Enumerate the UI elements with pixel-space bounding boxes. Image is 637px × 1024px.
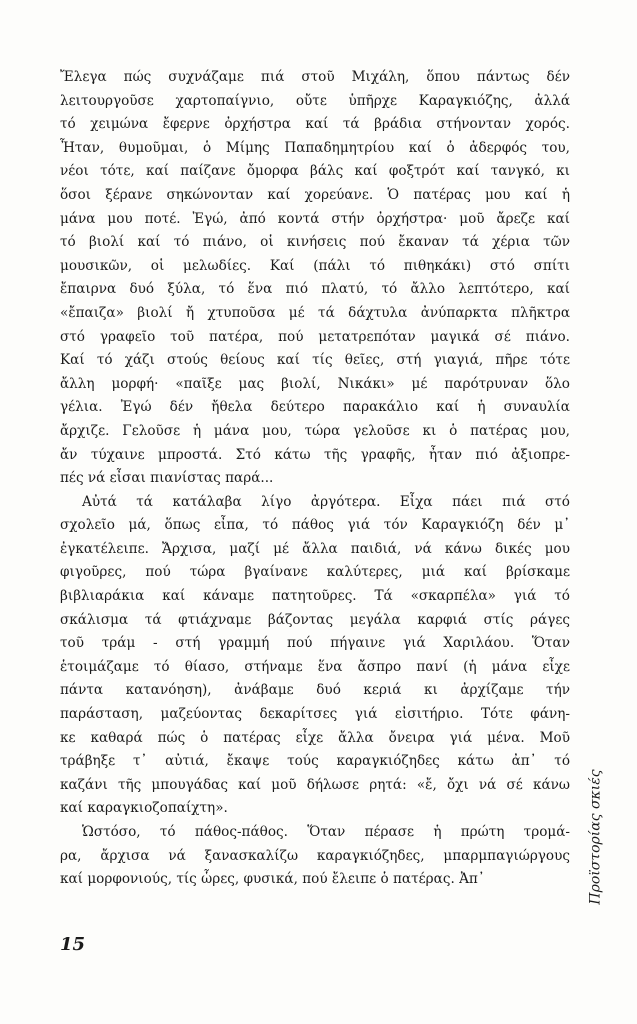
text-line: Ἔλεγα πώς συχνάζαμε πιά στοῦ Μιχάλη, ὅπου πάντως δέν: [60, 69, 570, 85]
text-line: Ὡστόσο, τό πάθος-πάθος. Ὅταν πέρασε ἡ πρώτη τρομά-: [82, 824, 570, 840]
text-line: μουσικῶν, οἱ μελωδίες. Καί (πάλι τό πιθηκάκι) στό σπίτι: [60, 257, 570, 274]
text-line: «ἔπαιζα» βιολί ἤ χτυποῦσα μέ τά δάχτυλα ἀνύπαρκτα πλῆκτρα: [60, 304, 570, 321]
text-line: ἐγκατέλειπε. Ἄρχισα, μαζί μέ ἄλλα παιδιά, νά κάνω δικές μου: [60, 540, 570, 557]
text-line: σκάλισμα τά φτιάχναμε βάζοντας μεγάλα καρφιά στίς ράγες: [60, 611, 570, 628]
page-number: 15: [60, 934, 86, 955]
text-line: στό γραφεῖο τοῦ πατέρα, πού μετατρεπόταν μαγικά σέ πιάνο.: [60, 328, 570, 345]
text-line: τοῦ τράμ - στή γραμμή πού πήγαινε γιά Χαριλάου. Ὅταν: [60, 635, 570, 652]
text-line: λειτουργοῦσε χαρτοπαίγνιο, οὔτε ὑπῆρχε Καραγκιόζης, ἀλλά: [60, 92, 570, 109]
text-line: βιβλιαράκια καί κάναμε πατητοῦρες. Τά «σκαρπέλα» γιά τό: [60, 588, 570, 605]
text-line: φιγοῦρες, πού τώρα βγαίνανε καλύτερες, μιά καί βρίσκαμε: [60, 564, 570, 581]
text-line: Καί τό χάζι στούς θείους καί τίς θεῖες, στή γιαγιά, πῆρε τότε: [60, 352, 570, 369]
text-line: τό βιολί καί τό πιάνο, οἱ κινήσεις πού ἔκαναν τά χέρια τῶν: [60, 234, 570, 251]
running-head: [586, 769, 606, 905]
text-line: ἄν τύχαινε μπροστά. Στό κάτω τῆς γραφῆς, ἦταν πιό ἀξιοπρε-: [60, 446, 570, 463]
paragraph: [60, 821, 570, 892]
text-line: ρα, ἄρχισα νά ξανασκαλίζω καραγκιόζηδες, μπαρμπαγιώργους: [60, 847, 570, 864]
text-line: νέοι τότε, καί παίζανε ὄμορφα βάλς καί φοξτρότ καί τανγκό, κι: [60, 163, 570, 180]
text-line: καί μορφονιούς, τίς ὧρες, φυσικά, πού ἔλειπε ὁ πατέρας. Ἀπ᾿: [60, 871, 485, 888]
text-line: μάνα μου ποτέ. Ἐγώ, ἀπό κοντά στήν ὀρχήστρα· μοῦ ἄρεζε καί: [60, 210, 570, 227]
text-line: πές νά εἶσαι πιανίστας παρά...: [60, 470, 274, 487]
text-line: γέλια. Ἐγώ δέν ἤθελα δεύτερο παρακάλιο καί ἡ συναυλία: [60, 399, 570, 416]
body-text: [60, 66, 570, 892]
text-line: τό χειμώνα ἔφερνε ὀρχήστρα καί τά βράδια στήνονταν χορός.: [60, 116, 570, 133]
text-line: καζάνι τῆς μπουγάδας καί μοῦ δήλωσε ρητά: «ἔ, ὄχι νά σέ κάνω: [60, 776, 570, 793]
text-line: ὅσοι ξέρανε σηκώνονταν καί χορεύανε. Ὁ πατέρας μου καί ἡ: [60, 186, 570, 203]
text-line: ἄλλη μορφή· «παῖξε μας βιολί, Νικάκι» μέ παρότρυναν ὅλο: [60, 375, 570, 392]
text-line: ἔπαιρνα δυό ξύλα, τό ἕνα πιό πλατύ, τό ἄλλο λεπτότερο, καί: [60, 281, 570, 298]
text-line: ἄρχιζε. Γελοῦσε ἡ μάνα μου, τώρα γελοῦσε κι ὁ πατέρας μου,: [60, 422, 570, 439]
text-line: πάντα κατανόηση), ἀνάβαμε δυό κεριά κι ἀρχίζαμε τήν: [60, 682, 570, 699]
text-line: τράβηξε τ᾿ αὐτιά, ἔκαψε τούς καραγκιόζηδες κάτω ἀπ᾿ τό: [60, 753, 570, 770]
text-line: Ἦταν, θυμοῦμαι, ὁ Μίμης Παπαδημητρίου καί ὁ ἀδερφός του,: [60, 139, 570, 156]
running-head-label: Προϊστορίας σκιές: [588, 769, 605, 905]
text-line: Αὐτά τά κατάλαβα λίγο ἀργότερα. Εἶχα πάει πιά στό: [82, 493, 570, 510]
text-line: παράσταση, μαζεύοντας δεκαρίτσες γιά εἰσιτήριο. Τότε φάνη-: [60, 706, 570, 723]
text-line: ἑτοιμάζαμε τό θίασο, στήναμε ἕνα ἄσπρο πανί (ἡ μάνα εἶχε: [60, 658, 570, 675]
text-line: σχολεῖο μά, ὅπως εἶπα, τό πάθος γιά τόν Καραγκιόζη δέν μ᾿: [60, 517, 570, 534]
paragraph: [60, 491, 570, 821]
text-line: καί καραγκιοζοπαίχτη».: [60, 800, 228, 817]
text-line: κε καθαρά πώς ὁ πατέρας εἶχε ἄλλα ὄνειρα γιά μένα. Μοῦ: [60, 729, 570, 746]
paragraph: [60, 66, 570, 491]
